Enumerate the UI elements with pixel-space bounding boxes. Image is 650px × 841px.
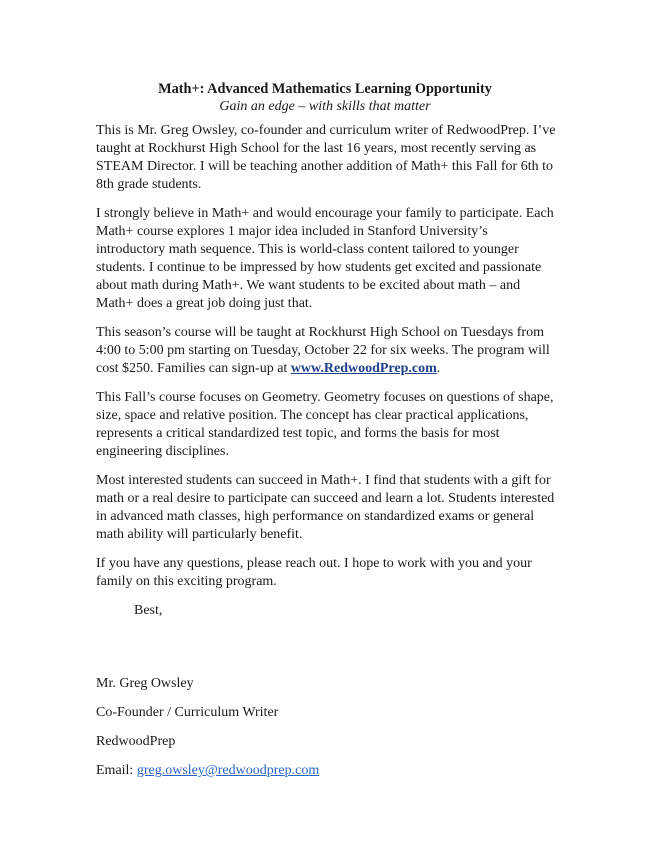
signup-link[interactable]: www.RedwoodPrep.com (290, 361, 437, 376)
email-label: Email: (96, 763, 137, 778)
schedule-text-end: . (436, 361, 441, 376)
letter-header (0, 80, 650, 116)
schedule-text: This season’s course will be taught at Rockhurst High School on Tuesdays from 4:00 to 5:00 pm starting on Tuesday, October 22 for six weeks. The program will cost $250. Families can sign-up at (96, 325, 550, 376)
closing-salutation: Best, (134, 603, 163, 618)
paragraph-geometry: This Fall’s course focuses on Geometry. Geometry focuses on questions of shape, size, space and relative position. The concept has clear practical applications, represents a critical standardized test topic, and forms the basis for most engineering disciplines. (96, 390, 554, 459)
paragraph-belief: I strongly believe in Math+ and would encourage your family to participate. Each Math+ course explores 1 major idea included in Stanford University’s introductory math sequence. This is world-class content tailored to younger students. I continue to be impressed by how students get excited and passionate about math during Math+. We want students to be excited about math – and Math+ does a great job doing just that. (96, 206, 554, 311)
signature-org: RedwoodPrep (96, 734, 176, 749)
letter-body (96, 122, 556, 791)
paragraph-schedule (96, 324, 556, 378)
signature-block (96, 675, 556, 780)
signature-email-line (96, 762, 556, 780)
letter-title: Math+: Advanced Mathematics Learning Opportunity (158, 81, 492, 97)
signature-role: Co-Founder / Curriculum Writer (96, 705, 279, 720)
letter-subtitle: Gain an edge – with skills that matter (219, 99, 431, 114)
paragraph-questions: If you have any questions, please reach out. I hope to work with you and your family on this exciting program. (96, 556, 532, 589)
paragraph-success: Most interested students can succeed in Math+. I find that students with a gift for math or a real desire to participate can succeed and learn a lot. Students interested in advanced math classes, high performance on standardized exams or general math ability will particularly benefit. (96, 473, 555, 542)
signature-name: Mr. Greg Owsley (96, 676, 194, 691)
email-link[interactable]: greg.owsley@redwoodprep.com (136, 763, 320, 778)
paragraph-intro: This is Mr. Greg Owsley, co-founder and curriculum writer of RedwoodPrep. I’ve taught at Rockhurst High School for the last 16 years, most recently serving as STEAM Director. I will be teaching another addition of Math+ this Fall for 6th to 8th grade students. (96, 123, 556, 192)
